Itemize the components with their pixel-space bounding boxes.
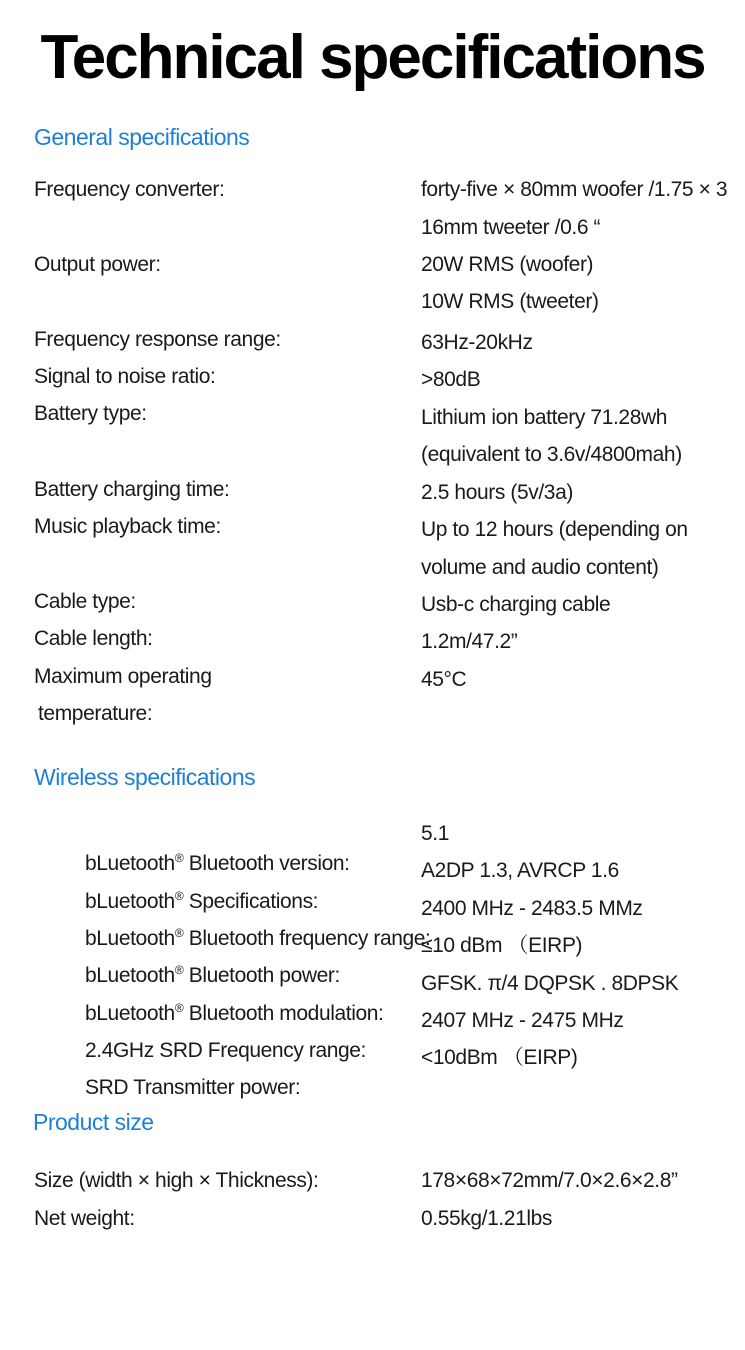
spec-value-frequency-converter-2: 16mm tweeter /0.6 “ xyxy=(421,216,601,239)
product-value-net-weight: 0.55kg/1.21lbs xyxy=(421,1207,553,1230)
general-specifications-heading: General specifications xyxy=(34,124,250,150)
spec-label-cable-length: Cable length: xyxy=(34,627,153,650)
spec-value-signal-noise: >80dB xyxy=(421,368,481,391)
product-size-heading: Product size xyxy=(33,1109,154,1135)
spec-value-battery-type-2: (equivalent to 3.6v/4800mah) xyxy=(421,443,682,466)
wireless-specifications-heading: Wireless specifications xyxy=(34,764,256,790)
spec-label-charging-time: Battery charging time: xyxy=(34,478,230,501)
srd-label-transmitter-power: SRD Transmitter power: xyxy=(85,1076,301,1099)
spec-label-frequency-response: Frequency response range: xyxy=(34,328,281,351)
spec-label-frequency-converter: Frequency converter: xyxy=(34,178,225,201)
product-label-net-weight: Net weight: xyxy=(34,1207,135,1230)
product-value-size: 178×68×72mm/7.0×2.6×2.8” xyxy=(421,1169,678,1192)
spec-value-playback-time-2: volume and audio content) xyxy=(421,556,659,579)
spec-value-max-temperature: 45°C xyxy=(421,668,467,691)
spec-value-output-woofer: 20W RMS (woofer) xyxy=(421,253,594,276)
spec-label-playback-time: Music playback time: xyxy=(34,515,221,538)
spec-value-frequency-converter-1: forty-five × 80mm woofer /1.75 × 3 xyxy=(421,178,728,201)
bt-label-specifications: bLuetooth® Specifications: xyxy=(85,889,319,913)
bt-value-frequency-range: 2400 MHz - 2483.5 MMz xyxy=(421,897,643,920)
spec-label-cable-type: Cable type: xyxy=(34,590,136,613)
spec-value-output-tweeter: 10W RMS (tweeter) xyxy=(421,290,599,313)
spec-label-output-power: Output power: xyxy=(34,253,161,276)
bt-value-modulation: GFSK. π/4 DQPSK . 8DPSK xyxy=(421,972,679,995)
product-label-size: Size (width × high × Thickness): xyxy=(34,1169,319,1192)
spec-label-battery-type: Battery type: xyxy=(34,402,147,425)
spec-label-temperature: temperature: xyxy=(38,702,153,725)
spec-value-playback-time-1: Up to 12 hours (depending on xyxy=(421,518,688,541)
spec-value-cable-type: Usb-c charging cable xyxy=(421,593,611,616)
bt-value-specifications: A2DP 1.3, AVRCP 1.6 xyxy=(421,859,619,882)
spec-label-signal-noise: Signal to noise ratio: xyxy=(34,365,216,388)
spec-value-battery-type-1: Lithium ion battery 71.28wh xyxy=(421,406,668,429)
srd-value-frequency-range: 2407 MHz - 2475 MHz xyxy=(421,1009,624,1032)
page-title: Technical specifications xyxy=(40,23,705,92)
spec-value-charging-time: 2.5 hours (5v/3a) xyxy=(421,481,573,504)
spec-label-max-operating: Maximum operating xyxy=(34,665,212,688)
bt-value-power: ≤10 dBm （EIRP) xyxy=(421,934,583,957)
srd-value-transmitter-power: <10dBm （EIRP) xyxy=(421,1046,578,1069)
bt-label-modulation: bLuetooth® Bluetooth modulation: xyxy=(85,1001,384,1025)
bt-label-version: bLuetooth® Bluetooth version: xyxy=(85,851,350,875)
bt-label-frequency-range: bLuetooth® Bluetooth frequency range: xyxy=(85,926,431,950)
bt-label-power: bLuetooth® Bluetooth power: xyxy=(85,963,340,987)
spec-value-cable-length: 1.2m/47.2” xyxy=(421,630,518,653)
spec-value-frequency-response: 63Hz-20kHz xyxy=(421,331,533,354)
srd-label-frequency-range: 2.4GHz SRD Frequency range: xyxy=(85,1039,366,1062)
bt-value-version: 5.1 xyxy=(421,822,449,845)
